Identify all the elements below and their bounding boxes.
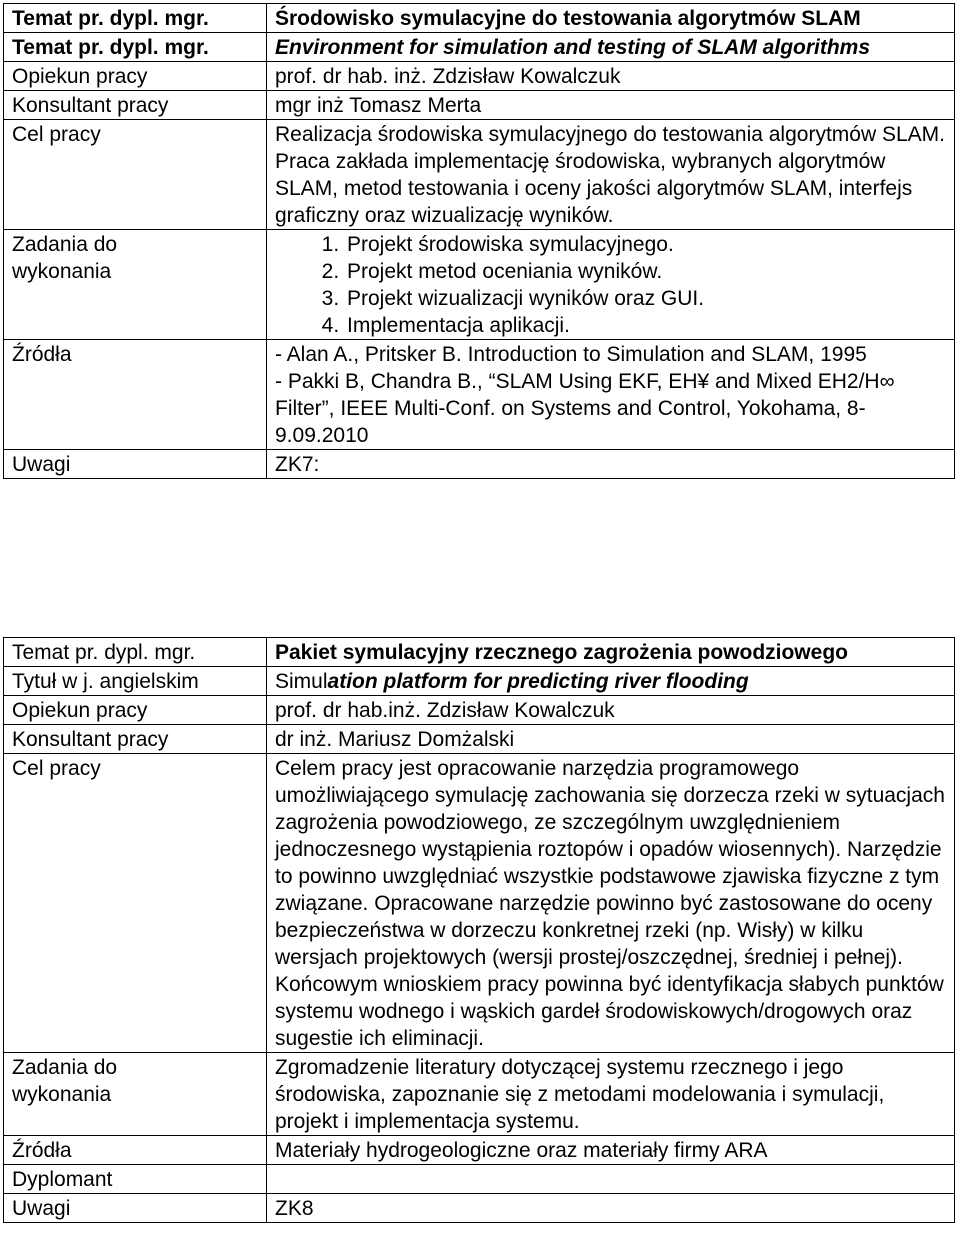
consultant-value: mgr inż Tomasz Merta — [267, 91, 955, 120]
source-item: - Pakki B, Chandra B., “SLAM Using EKF, EH¥ and Mixed EH2/H∞ Filter”, IEEE Multi-Conf. on Systems and Control, Yokohama, 8-9.09.2010 — [275, 370, 895, 447]
table-row — [4, 725, 955, 754]
graduate-label: Dyplomant — [4, 1165, 267, 1194]
table-row — [4, 91, 955, 120]
goal-value: Celem pracy jest opracowanie narzędzia programowego umożliwiającego symulację zachowania się dorzecza rzeki w sytuacjach zagrożenia powodziowego, ze szczególnym uwzględnieniem jednoczesnego wystąpienia roztopów i opadów wiosennych). Narzędzie to powinno uwzględniać wszystkie podstawowe zjawiska fizyczne z tym związane. Opracowane narzędzie powinno być zastosowane do oceny bezpieczeństwa w dorzeczu konkretnej rzeki (np. Wisły) w kilku wersjach projektowych (wersji prostej/oszczędnej, średniej i pełnej). Końcowym wnioskiem pracy powinna być identyfikacja słabych punktów systemu wodnego i wąskich gardeł środowiskowych/drogowych oraz sugestie ich eliminacji. — [267, 754, 955, 1053]
tasks-label-line2: wykonania — [12, 260, 112, 283]
sources-value: Materiały hydrogeologiczne oraz materiały firmy ARA — [267, 1136, 955, 1165]
table-row — [4, 667, 955, 696]
topic-table-1 — [3, 3, 955, 479]
tasks-label-line1: Zadania do — [12, 1056, 118, 1079]
consultant-label: Konsultant pracy — [4, 725, 267, 754]
source-item: - Alan A., Pritsker B. Introduction to Simulation and SLAM, 1995 — [275, 343, 867, 366]
consultant-value: dr inż. Mariusz Domżalski — [267, 725, 955, 754]
graduate-value — [267, 1165, 955, 1194]
topic-label-en: Temat pr. dypl. mgr. — [4, 33, 267, 62]
sources-label: Źródła — [4, 340, 267, 450]
consultant-label: Konsultant pracy — [4, 91, 267, 120]
tasks-label — [4, 230, 267, 340]
supervisor-label: Opiekun pracy — [4, 62, 267, 91]
sources-value — [267, 340, 955, 450]
table-row — [4, 33, 955, 62]
table-row — [4, 1165, 955, 1194]
goal-label: Cel pracy — [4, 120, 267, 230]
table-row — [4, 120, 955, 230]
notes-label: Uwagi — [4, 450, 267, 479]
supervisor-value: prof. dr hab.inż. Zdzisław Kowalczuk — [267, 696, 955, 725]
table-row — [4, 1194, 955, 1223]
list-item: 3. Projekt wizualizacji wyników oraz GUI. — [345, 285, 950, 312]
notes-label: Uwagi — [4, 1194, 267, 1223]
notes-value: ZK7: — [267, 450, 955, 479]
thesis-title-pl: Środowisko symulacyjne do testowania algorytmów SLAM — [267, 4, 955, 33]
table-row — [4, 230, 955, 340]
topic-table-2 — [3, 637, 955, 1223]
table-row — [4, 62, 955, 91]
list-item: 2. Projekt metod oceniania wyników. — [345, 258, 950, 285]
tasks-label-line2: wykonania — [12, 1083, 112, 1106]
tasks-label — [4, 1053, 267, 1136]
tasks-list — [275, 231, 950, 339]
title-en-label: Tytuł w j. angielskim — [4, 667, 267, 696]
thesis-title-en — [267, 667, 955, 696]
tasks-value: Zgromadzenie literatury dotyczącej systemu rzecznego i jego środowiska, zapoznanie się z metodami modelowania i symulacji, projekt i implementacja systemu. — [267, 1053, 955, 1136]
table-row — [4, 450, 955, 479]
list-item: 1. Projekt środowiska symulacyjnego. — [345, 231, 950, 258]
title-en-prefix: Simul — [275, 670, 328, 693]
title-en-rest: ation platform for predicting river flooding — [327, 670, 749, 693]
thesis-title-en: Environment for simulation and testing of SLAM algorithms — [267, 33, 955, 62]
table-row — [4, 696, 955, 725]
table-row — [4, 1053, 955, 1136]
table-row — [4, 4, 955, 33]
topic-label-pl: Temat pr. dypl. mgr. — [4, 4, 267, 33]
supervisor-value: prof. dr hab. inż. Zdzisław Kowalczuk — [267, 62, 955, 91]
goal-value: Realizacja środowiska symulacyjnego do testowania algorytmów SLAM. Praca zakłada implementację środowiska, wybranych algorytmów SLAM, metod testowania i oceny jakości algorytmów SLAM, interfejs graficzny oraz wizualizację wyników. — [267, 120, 955, 230]
goal-label: Cel pracy — [4, 754, 267, 1053]
thesis-title-pl: Pakiet symulacyjny rzecznego zagrożenia powodziowego — [267, 638, 955, 667]
table-row — [4, 638, 955, 667]
table-row — [4, 340, 955, 450]
table-row — [4, 754, 955, 1053]
notes-value: ZK8 — [267, 1194, 955, 1223]
list-item: 4. Implementacja aplikacji. — [345, 312, 950, 339]
table-row — [4, 1136, 955, 1165]
tasks-value — [267, 230, 955, 340]
supervisor-label: Opiekun pracy — [4, 696, 267, 725]
sources-label: Źródła — [4, 1136, 267, 1165]
tasks-label-line1: Zadania do — [12, 233, 118, 256]
topic-label: Temat pr. dypl. mgr. — [4, 638, 267, 667]
